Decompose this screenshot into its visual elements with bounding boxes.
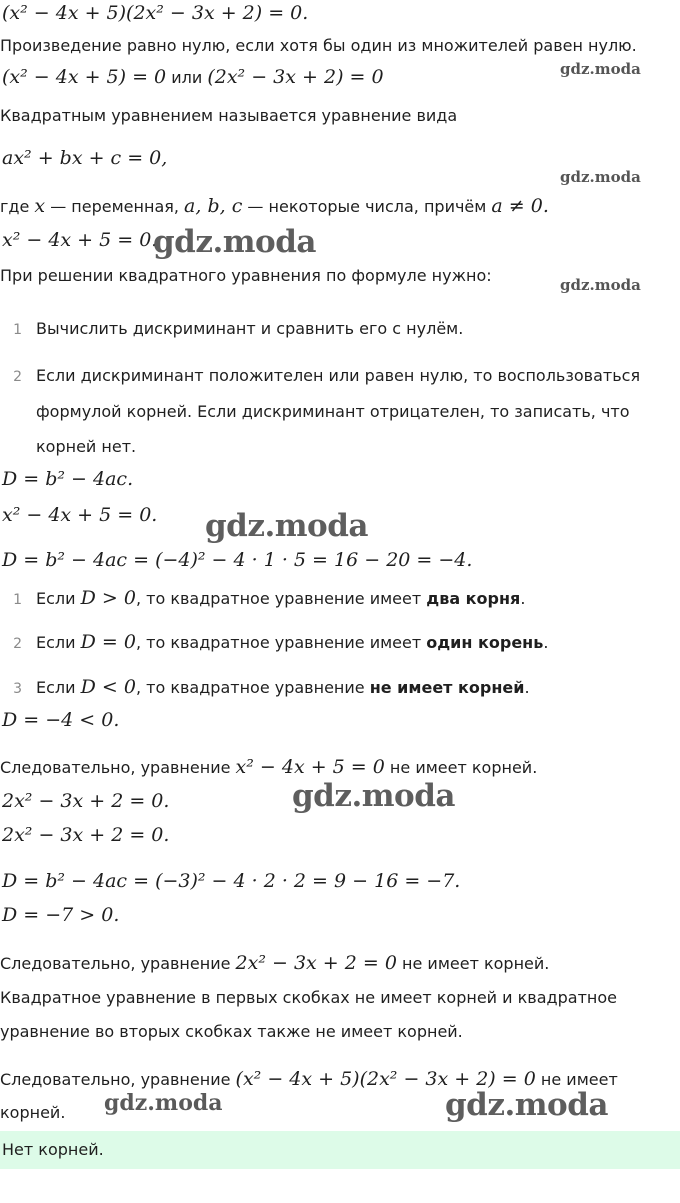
equation-text: 2x² − 3x + 2 = 0. [2,824,170,846]
text-content: Произведение равно нулю, если хотя бы один из множителей равен нулю. [0,36,637,55]
equation-line [2,468,133,490]
equation-text: x² − 4x + 5 = 0 [235,756,385,778]
list-number: 2 [13,369,22,385]
text-content: Квадратное уравнение в первых скобках не имеет корней и квадратное [0,988,617,1007]
text-line [2,66,384,88]
text-content: Следовательно, уравнение [0,954,236,973]
equation-text: (x² − 4x + 5) = 0 [2,66,167,88]
text-content: или [166,68,208,87]
equation-text: D = b² − 4ac = (−3)² − 4 · 2 · 2 = 9 − 16 = −7. [2,870,461,892]
text-line [0,195,549,217]
equation-text: ax² + bx + c = 0, [2,147,168,169]
list-number: 1 [13,322,22,338]
equation-line [2,504,157,526]
list-text: Вычислить дискриминант и сравнить его с нулём. [36,319,464,338]
text-content: где [0,197,35,216]
watermark: gdz.moda [560,168,641,186]
equation-text: (x² − 4x + 5)(2x² − 3x + 2) = 0. [2,2,309,24]
equation-text: (2x² − 3x + 2) = 0 [207,66,384,88]
watermark: gdz.moda [560,276,641,294]
equation-text: D = b² − 4ac. [2,468,134,490]
list-text: . [524,678,530,697]
list-text: . [520,589,526,608]
equation-text: x² − 4x + 5 = 0. [2,504,158,526]
list-text: корней нет. [36,437,137,456]
list-item [0,587,525,609]
bold-text: не имеет корней [369,678,525,697]
list-number: 2 [13,636,22,652]
list-text: формулой корней. Если дискриминант отрицателен, то записать, что [36,402,630,421]
text-line [0,1022,463,1041]
watermark: gdz.moda [205,508,368,544]
list-text: Если дискриминант положителен или равен нулю, то воспользоваться [36,366,641,385]
equation-text: a, b, c [184,195,243,217]
equation-text: (x² − 4x + 5)(2x² − 3x + 2) = 0 [235,1068,536,1090]
list-item-continuation [36,437,136,456]
equation-text: D = b² − 4ac = (−4)² − 4 · 1 · 5 = 16 − 20 = −4. [2,549,473,571]
equation-line [2,904,119,926]
answer-box [0,1131,680,1169]
text-line [0,36,637,55]
list-item [0,676,530,698]
equation-text: 2x² − 3x + 2 = 0. [2,790,170,812]
equation-text: 2x² − 3x + 2 = 0 [235,952,397,974]
list-number: 1 [13,592,22,608]
text-content: Квадратным уравнением называется уравнение вида [0,106,458,125]
list-item-continuation [36,402,630,421]
equation-text: D = −4 < 0. [2,709,120,731]
equation-line [2,549,472,571]
equation-line [2,147,167,169]
equation-text: D > 0 [80,587,136,609]
equation-line [2,229,157,251]
text-content: При решении квадратного уравнения по формуле нужно: [0,266,492,285]
watermark: gdz.moda [153,224,316,260]
text-line [0,106,457,125]
text-line [0,952,549,974]
text-content: не имеет корней. [384,758,538,777]
equation-text: x² − 4x + 5 = 0. [2,229,158,251]
list-item [0,319,463,338]
equation-line [2,790,169,812]
text-content: не имеет корней. [396,954,550,973]
text-content: Следовательно, уравнение [0,758,236,777]
watermark: gdz.moda [560,60,641,78]
list-item [0,631,548,653]
text-content: корней. [0,1103,66,1122]
text-line [0,1103,65,1122]
equation-line [2,709,119,731]
bold-text: два корня [426,589,521,608]
watermark: gdz.moda [292,778,455,814]
list-text: Если [36,678,81,697]
text-content: — переменная, [45,197,185,216]
list-item [0,366,640,385]
text-content: Следовательно, уравнение [0,1070,236,1089]
equation-line [2,870,460,892]
watermark: gdz.moda [104,1090,223,1116]
list-number: 3 [13,681,22,697]
equation-text: a ≠ 0. [491,195,549,217]
text-line [0,988,617,1007]
equation-text: D < 0 [80,676,136,698]
list-text: , то квадратное уравнение имеет [135,589,427,608]
list-text: , то квадратное уравнение [135,678,370,697]
equation-line [2,2,308,24]
bold-text: один корень [426,633,544,652]
list-text: , то квадратное уравнение имеет [135,633,427,652]
text-content: уравнение во вторых скобках также не имеет корней. [0,1022,463,1041]
list-text: . [543,633,549,652]
equation-line [2,824,169,846]
text-content: — некоторые числа, причём [242,197,492,216]
text-line [0,756,537,778]
equation-text: D = 0 [80,631,136,653]
equation-text: D = −7 > 0. [2,904,120,926]
equation-text: x [34,195,46,217]
watermark: gdz.moda [445,1087,608,1123]
answer-text: Нет корней. [2,1140,104,1159]
list-text: Если [36,589,81,608]
list-text: Если [36,633,81,652]
text-line [0,266,492,285]
text-content: не имеет [535,1070,618,1089]
